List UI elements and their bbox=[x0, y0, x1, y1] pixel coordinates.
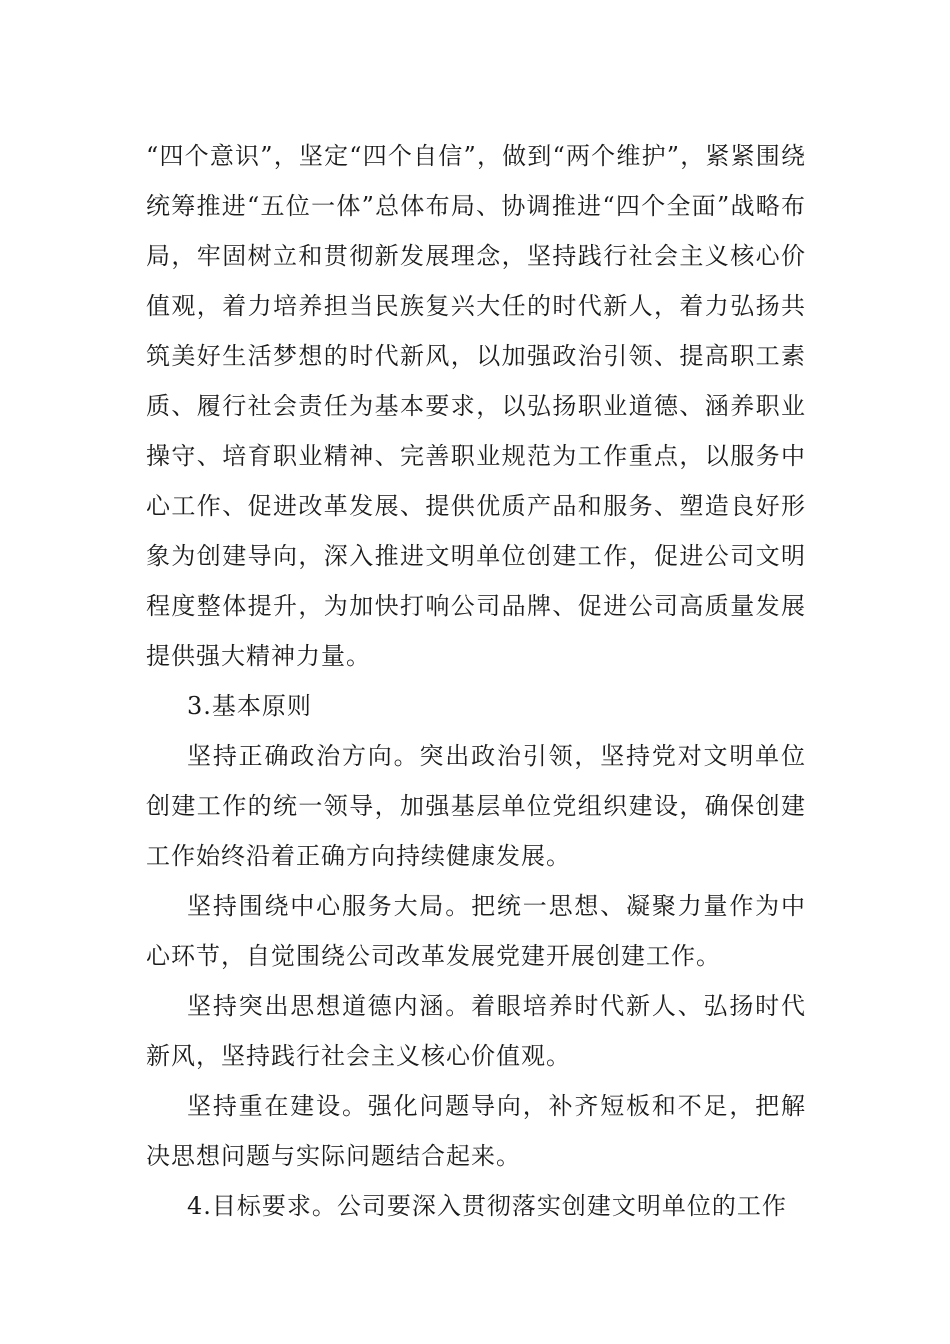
body-paragraph: 坚持围绕中心服务大局。把统一思想、凝聚力量作为中心环节，自觉围绕公司改革发展党建开展创建工作。 bbox=[146, 892, 806, 970]
body-paragraph: “四个意识”，坚定“四个自信”，做到“两个维护”，紧紧围绕统筹推进“五位一体”总体布局、协调推进“四个全面”战略布局，牢固树立和贯彻新发展理念，坚持践行社会主义核心价值观，着力培养担当民族复兴大任的时代新人，着力弘扬共筑美好生活梦想的时代新风，以加强政治引领、提高职工素质、履行社会责任为基本要求，以弘扬职业道德、涵养职业操守、培育职业精神、完善职业规范为工作重点，以服务中心工作、促进改革发展、提供优质产品和服务、塑造良好形象为创建导向，深入推进文明单位创建工作，促进公司文明程度整体提升，为加快打响公司品牌、促进公司高质量发展提供强大精神力量。 bbox=[146, 142, 806, 670]
section-heading-basic-principles: 3.基本原则 bbox=[187, 692, 312, 720]
document-body bbox=[146, 131, 806, 1231]
body-paragraph: 坚持正确政治方向。突出政治引领，坚持党对文明单位创建工作的统一领导，加强基层单位党组织建设，确保创建工作始终沿着正确方向持续健康发展。 bbox=[146, 742, 806, 870]
body-paragraph: 坚持突出思想道德内涵。着眼培养时代新人、弘扬时代新风，坚持践行社会主义核心价值观。 bbox=[146, 992, 806, 1070]
section-heading-goals: 4.目标要求。公司要深入贯彻落实创建文明单位的工作 bbox=[187, 1192, 787, 1220]
body-paragraph: 坚持重在建设。强化问题导向，补齐短板和不足，把解决思想问题与实际问题结合起来。 bbox=[146, 1092, 806, 1170]
